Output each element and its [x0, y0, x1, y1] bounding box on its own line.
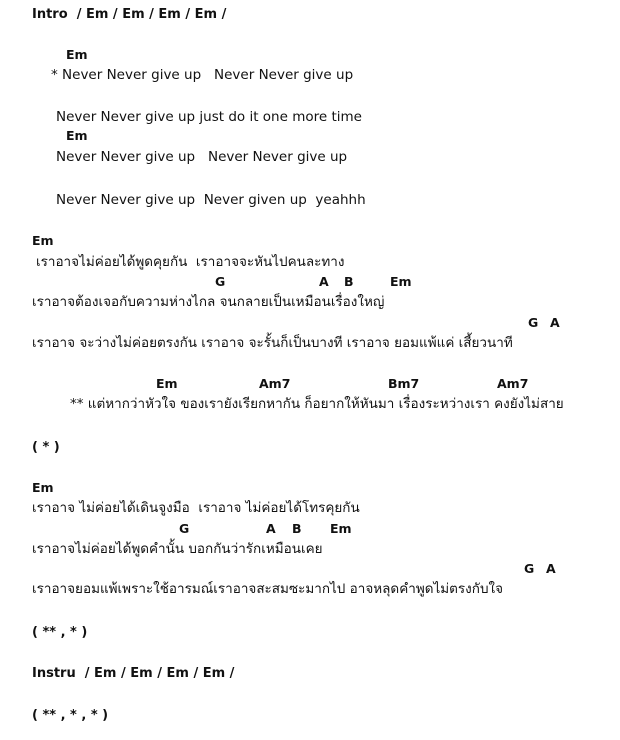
lyric-line: เราอาจ ไม่ค่อยได้เดินจูงมือ เราอาจ ไม่ค่อยได้โทรคุยกัน — [32, 500, 360, 516]
repeat-marker: ( * ) — [32, 440, 60, 455]
lyric-line: Never Never give up Never Never give up — [56, 149, 348, 165]
lyric-line: Never Never give up just do it one more time — [56, 109, 362, 125]
chord-label: Em — [330, 521, 352, 536]
chord-label: A — [319, 274, 329, 289]
chord-label: Bm7 — [388, 376, 420, 391]
chord-label: A — [550, 315, 560, 330]
repeat-marker: ( ** , * ) — [32, 625, 88, 640]
instru-line: Instru / Em / Em / Em / Em / — [32, 666, 235, 681]
lyric-line: เราอาจยอมแพ้เพราะใช้อารมณ์เราอาจสะสมซะมากไป อาจหลุดคำพูดไม่ตรงกับใจ — [32, 581, 504, 597]
chord-label: Em — [32, 233, 54, 248]
lyric-line: * Never Never give up Never Never give up — [51, 67, 354, 83]
chord-label: Em — [66, 47, 88, 62]
lyric-line: เราอาจไม่ค่อยได้พูดคำนั้น บอกกันว่ารักเหมือนเคย — [32, 541, 323, 557]
lyric-line: เราอาจ จะว่างไม่ค่อยตรงกัน เราอาจ จะรั้นก็เป็นบางที เราอาจ ยอมแพ้แค่ เสี้ยวนาที — [32, 335, 513, 351]
chord-label: Em — [32, 480, 54, 495]
chord-label: Am7 — [497, 376, 529, 391]
lyric-line: เราอาจต้องเจอกับความห่างไกล จนกลายเป็นเหมือนเรื่องใหญ่ — [32, 294, 385, 310]
chord-label: G — [524, 561, 535, 576]
chord-label: Em — [66, 128, 88, 143]
chord-label: A — [546, 561, 556, 576]
lyric-line: Never Never give up Never given up yeahhh — [56, 192, 366, 208]
lyric-line: เราอาจไม่ค่อยได้พูดคุยกัน เราอาจจะหันไปคนละทาง — [36, 254, 345, 270]
chord-label: A — [266, 521, 276, 536]
chord-label: Am7 — [259, 376, 291, 391]
intro-line: Intro / Em / Em / Em / Em / — [32, 7, 227, 22]
chord-label: G — [528, 315, 539, 330]
chord-label: G — [215, 274, 226, 289]
chord-label: Em — [390, 274, 412, 289]
lyric-line: ** แต่หากว่าหัวใจ ของเรายังเรียกหากัน ก็อยากให้หันมา เรื่องระหว่างเรา คงยังไม่สาย — [70, 396, 564, 412]
chord-label: G — [179, 521, 190, 536]
chord-label: Em — [156, 376, 178, 391]
chord-label: B — [292, 521, 302, 536]
chord-label: B — [344, 274, 354, 289]
repeat-marker: ( ** , * , * ) — [32, 708, 109, 723]
